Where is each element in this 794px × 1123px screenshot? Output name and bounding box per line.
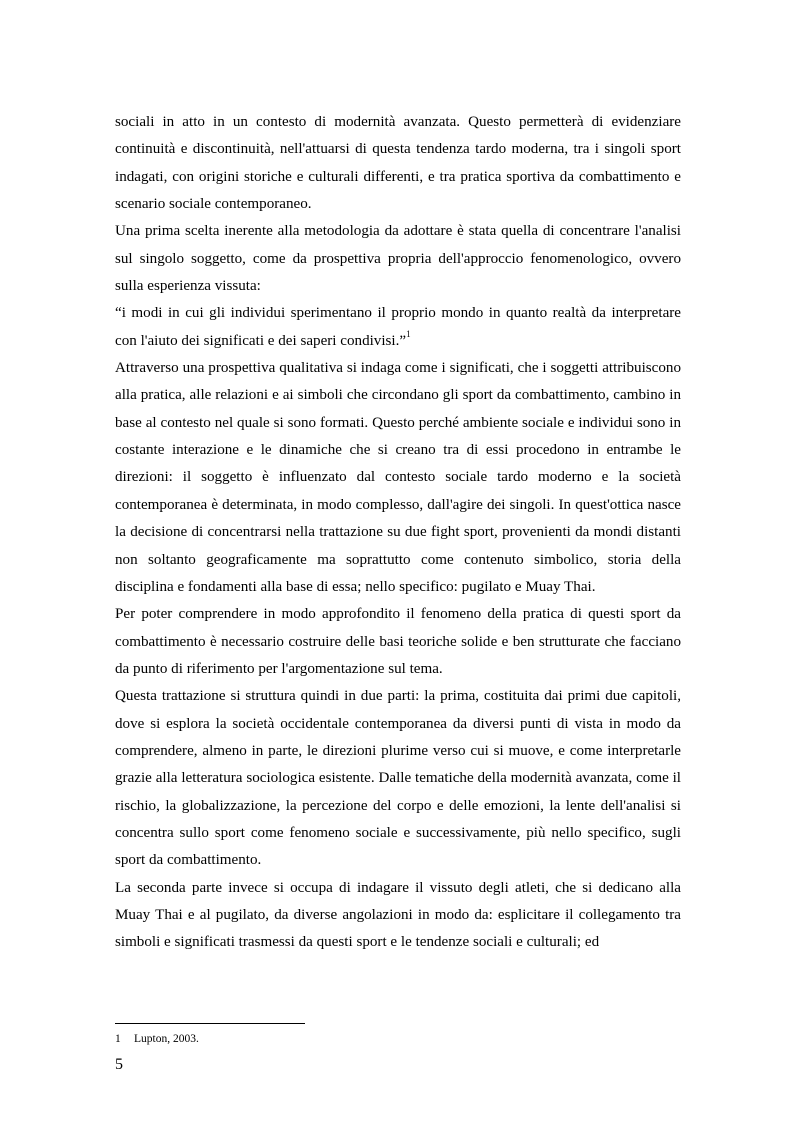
footnote-number: 1	[115, 1033, 121, 1045]
footnote	[115, 1031, 199, 1047]
quote-paragraph	[115, 300, 681, 355]
paragraph: La seconda parte invece si occupa di indagare il vissuto degli atleti, che si dedicano alla Muay Thai e al pugilato, da diverse angolazioni in modo da: esplicitare il collegamento tra simboli e significati trasmessi da questi sport e le tendenze sociali e culturali; ed	[115, 879, 681, 951]
quote-text: “i modi in cui gli individui sperimentano il proprio mondo in quanto realtà da interpretare con l'aiuto dei significati e dei saperi condivisi.”	[115, 305, 681, 349]
paragraph: Per poter comprendere in modo approfondito il fenomeno della pratica di questi sport da combattimento è necessario costruire delle basi teoriche solide e ben strutturate che facciano da punto di riferimento per l'argomentazione sul tema.	[115, 606, 681, 677]
page-number: 5	[115, 1056, 123, 1073]
footnote-text: Lupton, 2003.	[134, 1033, 199, 1045]
paragraph: Attraverso una prospettiva qualitativa si indaga come i significati, che i soggetti attribuiscono alla pratica, alle relazioni e ai simboli che circondano gli sport da combattimento, cambino in base al contesto nel quale si sono formati. Questo perché ambiente sociale e individui sono in costante interazione e le dinamiche che si creano tra di essi procedono in entrambe le direzioni: il soggetto è influenzato dal contesto sociale tardo moderno e la società contemporanea è determinata, in modo complesso, dall'agire dei singoli. In quest'ottica nasce la decisione di concentrarsi nella trattazione su due fight sport, provenienti da mondi distanti non soltanto geograficamente ma soprattutto come contenuto simbolico, storia della disciplina e fondamenti alla base di essa; nello specifico: pugilato e Muay Thai.	[115, 360, 681, 595]
footnote-divider	[115, 1023, 305, 1024]
paragraph: sociali in atto in un contesto di modernità avanzata. Questo permetterà di evidenziare continuità e discontinuità, nell'attuarsi di questa tendenza tardo moderna, tra i singoli sport indagati, con origini storiche e culturali differenti, e tra pratica sportiva da combattimento e scenario sociale contemporaneo.	[115, 114, 681, 213]
footnote-reference[interactable]: 1	[406, 328, 411, 339]
paragraph: Questa trattazione si struttura quindi in due parti: la prima, costituita dai primi due capitoli, dove si esplora la società occidentale contemporanea da diversi punti di vista in modo da comprendere, almeno in parte, le direzioni plurime verso cui si muove, e come interpretarle grazie alla letteratura sociologica esistente. Dalle tematiche della modernità avanzata, come il rischio, la globalizzazione, la percezione del corpo e delle emozioni, la lente dell'analisi si concentra sullo sport come fenomeno sociale e successivamente, più nello specifico, sugli sport da combattimento.	[115, 688, 681, 869]
paragraph: Una prima scelta inerente alla metodologia da adottare è stata quella di concentrare l'analisi sul singolo soggetto, come da prospettiva propria dell'approccio fenomenologico, ovvero sulla esperienza vissuta:	[115, 223, 681, 295]
body-text	[115, 109, 681, 957]
